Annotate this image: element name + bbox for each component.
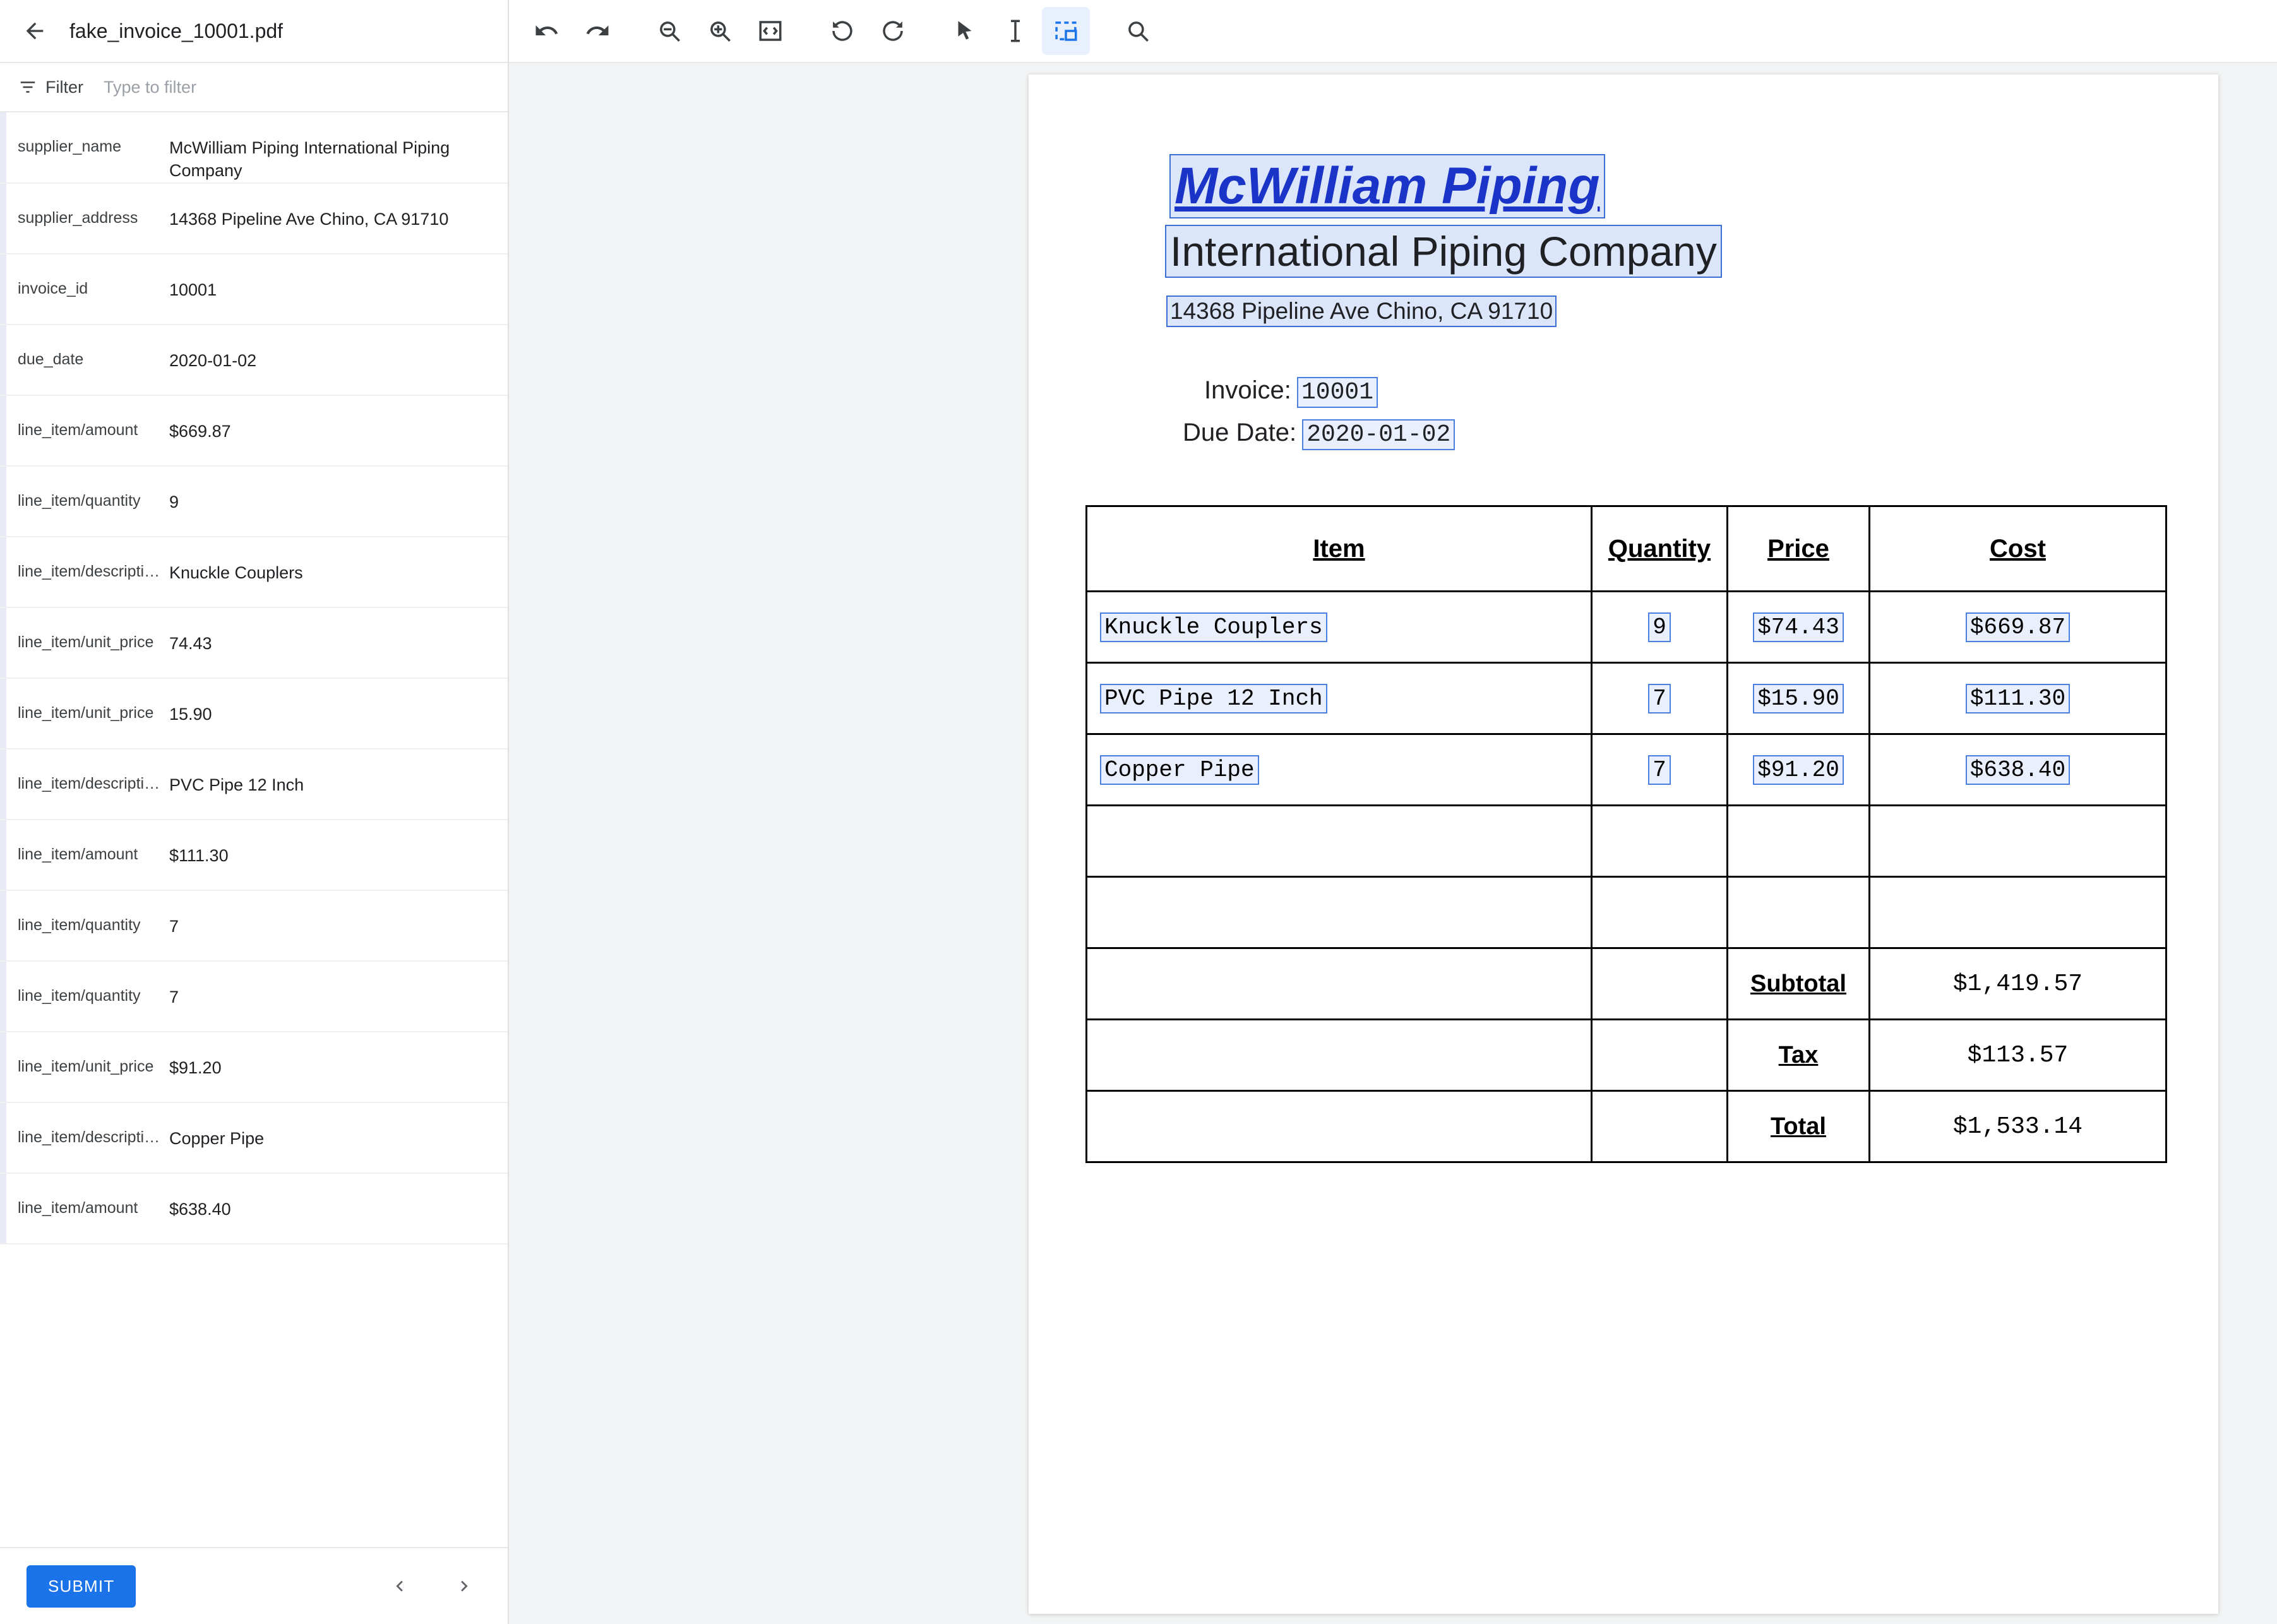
invoice-table xyxy=(1085,505,2167,1163)
field-value[interactable]: Copper Pipe xyxy=(169,1128,265,1148)
field-value[interactable]: 7 xyxy=(169,916,179,936)
field-row[interactable] xyxy=(0,537,508,608)
totals-value xyxy=(1870,948,2166,1020)
field-row[interactable] xyxy=(0,396,508,467)
chevron-right-icon xyxy=(453,1575,475,1597)
field-highlight-marker xyxy=(0,537,6,607)
field-row[interactable] xyxy=(0,679,508,749)
cell-item-2-value[interactable]: Copper Pipe xyxy=(1101,756,1258,784)
cell-cost-2-value[interactable]: $638.40 xyxy=(1967,756,2069,784)
zoom-out-icon xyxy=(656,18,683,44)
cell-item-3 xyxy=(1087,806,1592,877)
totals-blank-quantity xyxy=(1592,1091,1728,1162)
cell-cost-3 xyxy=(1870,806,2166,877)
due-date-value[interactable]: 2020-01-02 xyxy=(1303,421,1454,449)
cell-price-3 xyxy=(1728,806,1870,877)
field-value[interactable]: 15.90 xyxy=(169,704,212,724)
cell-cost-1 xyxy=(1870,663,2166,734)
field-value[interactable]: 9 xyxy=(169,492,179,511)
totals-row xyxy=(1087,948,2166,1020)
cursor-select-icon xyxy=(952,18,978,44)
cell-quantity-2-value[interactable]: 7 xyxy=(1649,756,1670,784)
invoice-id-label: Invoice: xyxy=(1204,376,1291,404)
sidebar-header xyxy=(0,0,508,63)
field-highlight-marker xyxy=(0,325,6,395)
field-value[interactable]: 74.43 xyxy=(169,633,212,653)
cell-price-2 xyxy=(1728,734,1870,806)
field-highlight-marker xyxy=(0,962,6,1031)
invoice-id-value[interactable]: 10001 xyxy=(1298,378,1377,407)
totals-blank-item xyxy=(1087,1091,1592,1162)
field-value[interactable]: $91.20 xyxy=(169,1058,222,1077)
cell-item-1 xyxy=(1087,663,1592,734)
field-value[interactable]: 10001 xyxy=(169,280,217,299)
totals-row xyxy=(1087,1020,2166,1091)
field-key: supplier_address xyxy=(18,208,138,227)
field-key: invoice_id xyxy=(18,279,88,297)
pdf-page[interactable] xyxy=(1029,75,2218,1614)
field-key: line_item/unit_price xyxy=(18,1057,154,1075)
viewer-toolbar xyxy=(509,0,2277,63)
cell-cost-2 xyxy=(1870,734,2166,806)
rotate-right-button[interactable] xyxy=(869,7,917,55)
filter-label: Filter xyxy=(45,77,83,97)
column-header-cost: Cost xyxy=(1870,506,2166,592)
field-key: due_date xyxy=(18,350,84,368)
totals-label xyxy=(1728,1020,1870,1091)
field-row[interactable] xyxy=(0,254,508,325)
field-key: line_item/amount xyxy=(18,421,138,439)
invoice-company-name[interactable]: McWilliam Piping xyxy=(1171,155,1604,217)
totals-blank-quantity xyxy=(1592,948,1728,1020)
field-key: line_item/unit_price xyxy=(18,703,154,722)
next-page-button[interactable] xyxy=(450,1572,479,1601)
pagination-controls xyxy=(385,1572,479,1601)
cell-quantity-2 xyxy=(1592,734,1728,806)
cell-cost-0 xyxy=(1870,592,2166,663)
field-value[interactable]: 14368 Pipeline Ave Chino, CA 91710 xyxy=(169,209,449,229)
field-highlight-marker xyxy=(0,608,6,678)
due-date-line xyxy=(1183,419,1454,449)
cell-quantity-3 xyxy=(1592,806,1728,877)
previous-page-button[interactable] xyxy=(385,1572,414,1601)
cell-price-1 xyxy=(1728,663,1870,734)
cell-quantity-1-value[interactable]: 7 xyxy=(1649,685,1670,712)
region-select-button[interactable] xyxy=(1042,7,1090,55)
arrow-left-icon xyxy=(22,18,47,44)
field-value[interactable]: 7 xyxy=(169,987,179,1006)
cell-price-2-value[interactable]: $91.20 xyxy=(1754,756,1843,784)
cell-cost-1-value[interactable]: $111.30 xyxy=(1967,685,2069,712)
table-row xyxy=(1087,877,2166,948)
filter-input[interactable] xyxy=(102,77,370,98)
totals-label xyxy=(1728,1091,1870,1162)
undo-button[interactable] xyxy=(523,7,571,55)
due-date-label: Due Date: xyxy=(1183,419,1297,446)
invoice-id-line xyxy=(1204,376,1377,407)
table-row xyxy=(1087,663,2166,734)
field-key: line_item/amount xyxy=(18,1198,138,1217)
totals-blank-item xyxy=(1087,948,1592,1020)
redo-button[interactable] xyxy=(573,7,621,55)
table-row xyxy=(1087,806,2166,877)
field-key: line_item/quantity xyxy=(18,986,141,1005)
field-key: line_item/quantity xyxy=(18,491,141,510)
field-highlight-marker xyxy=(0,396,6,465)
totals-value xyxy=(1870,1020,2166,1091)
field-key: line_item/unit_price xyxy=(18,633,154,651)
field-value[interactable]: $111.30 xyxy=(169,845,229,865)
zoom-in-button[interactable] xyxy=(696,7,744,55)
invoice-company-subtitle[interactable]: International Piping Company xyxy=(1166,226,1721,277)
totals-label-text: Total xyxy=(1771,1113,1826,1140)
field-highlight-marker xyxy=(0,254,6,324)
undo-icon xyxy=(534,18,560,44)
totals-row xyxy=(1087,1091,2166,1162)
filter-bar xyxy=(0,63,508,112)
region-select-icon xyxy=(1053,18,1079,44)
invoice-company-address[interactable]: 14368 Pipeline Ave Chino, CA 91710 xyxy=(1168,297,1555,326)
cell-price-4 xyxy=(1728,877,1870,948)
field-row[interactable] xyxy=(0,325,508,396)
rotate-left-icon xyxy=(829,18,856,44)
text-select-icon xyxy=(1002,18,1029,44)
field-highlight-marker xyxy=(0,891,6,960)
rotate-left-button[interactable] xyxy=(818,7,866,55)
field-highlight-marker xyxy=(0,1032,6,1102)
field-highlight-marker xyxy=(0,184,6,253)
document-title: fake_invoice_10001.pdf xyxy=(69,19,284,42)
totals-value-text: $113.57 xyxy=(1967,1041,2069,1069)
cell-cost-4 xyxy=(1870,877,2166,948)
field-row[interactable] xyxy=(0,749,508,820)
totals-label-text: Tax xyxy=(1778,1041,1819,1068)
cell-item-2 xyxy=(1087,734,1592,806)
chevron-left-icon xyxy=(389,1575,410,1597)
field-key: line_item/quantity xyxy=(18,916,141,934)
cell-quantity-1 xyxy=(1592,663,1728,734)
field-row[interactable] xyxy=(0,184,508,254)
totals-blank-quantity xyxy=(1592,1020,1728,1091)
extraction-sidebar xyxy=(0,0,509,1624)
filter-icon xyxy=(16,76,39,99)
cell-quantity-0-value[interactable]: 9 xyxy=(1649,614,1670,641)
totals-label-text: Subtotal xyxy=(1750,970,1846,997)
column-header-price: Price xyxy=(1728,506,1870,592)
field-row[interactable] xyxy=(0,891,508,962)
redo-icon xyxy=(584,18,611,44)
field-highlight-marker xyxy=(0,467,6,536)
field-row[interactable] xyxy=(0,962,508,1032)
field-row[interactable] xyxy=(0,112,508,184)
document-viewer[interactable] xyxy=(509,63,2277,1624)
totals-label xyxy=(1728,948,1870,1020)
zoom-in-icon xyxy=(707,18,733,44)
sidebar-footer xyxy=(0,1547,508,1624)
field-key: line_item/descripti… xyxy=(18,562,160,580)
totals-value-text: $1,533.14 xyxy=(1952,1113,2083,1140)
cell-price-1-value[interactable]: $15.90 xyxy=(1754,685,1843,712)
field-value[interactable]: $638.40 xyxy=(169,1199,231,1219)
table-row xyxy=(1087,734,2166,806)
cell-quantity-4 xyxy=(1592,877,1728,948)
column-header-quantity: Quantity xyxy=(1592,506,1728,592)
field-highlight-marker xyxy=(0,820,6,890)
cell-item-1-value[interactable]: PVC Pipe 12 Inch xyxy=(1101,685,1326,712)
rotate-right-icon xyxy=(880,18,906,44)
field-key: line_item/descripti… xyxy=(18,1128,160,1146)
field-highlight-marker xyxy=(0,679,6,748)
column-header-item: Item xyxy=(1087,506,1592,592)
field-key: line_item/amount xyxy=(18,845,138,863)
cell-price-0 xyxy=(1728,592,1870,663)
text-select-button[interactable] xyxy=(991,7,1039,55)
field-row[interactable] xyxy=(0,1032,508,1103)
field-key: supplier_name xyxy=(18,138,121,155)
table-row xyxy=(1087,592,2166,663)
field-highlight-marker xyxy=(0,112,6,182)
search-icon xyxy=(1125,18,1151,44)
fit-page-button[interactable] xyxy=(746,7,794,55)
zoom-out-button[interactable] xyxy=(645,7,693,55)
cell-quantity-0 xyxy=(1592,592,1728,663)
field-value[interactable]: Knuckle Couplers xyxy=(169,563,303,582)
field-value[interactable]: $669.87 xyxy=(169,421,231,441)
field-highlight-marker xyxy=(0,1174,6,1243)
field-value[interactable]: 2020-01-02 xyxy=(169,350,257,370)
field-value[interactable]: McWilliam Piping International Piping Company xyxy=(169,138,450,181)
submit-button[interactable]: SUBMIT xyxy=(27,1565,136,1608)
field-highlight-marker xyxy=(0,1103,6,1173)
cell-price-0-value[interactable]: $74.43 xyxy=(1754,614,1843,641)
cell-item-4 xyxy=(1087,877,1592,948)
cursor-select-button[interactable] xyxy=(941,7,989,55)
field-row[interactable] xyxy=(0,467,508,537)
totals-blank-item xyxy=(1087,1020,1592,1091)
field-key: line_item/descripti… xyxy=(18,774,160,792)
cell-cost-0-value[interactable]: $669.87 xyxy=(1967,614,2069,641)
search-button[interactable] xyxy=(1114,7,1162,55)
field-row[interactable] xyxy=(0,608,508,679)
back-button[interactable] xyxy=(16,13,53,49)
cell-item-0-value[interactable]: Knuckle Couplers xyxy=(1101,614,1326,641)
totals-value-text: $1,419.57 xyxy=(1952,970,2083,998)
field-highlight-marker xyxy=(0,749,6,819)
extracted-fields-list[interactable] xyxy=(0,112,508,1514)
table-header-row xyxy=(1087,506,2166,592)
field-row[interactable] xyxy=(0,1174,508,1245)
field-value[interactable]: PVC Pipe 12 Inch xyxy=(169,775,304,794)
field-row[interactable] xyxy=(0,820,508,891)
totals-value xyxy=(1870,1091,2166,1162)
field-row[interactable] xyxy=(0,1103,508,1174)
fit-page-icon xyxy=(757,18,784,44)
cell-item-0 xyxy=(1087,592,1592,663)
